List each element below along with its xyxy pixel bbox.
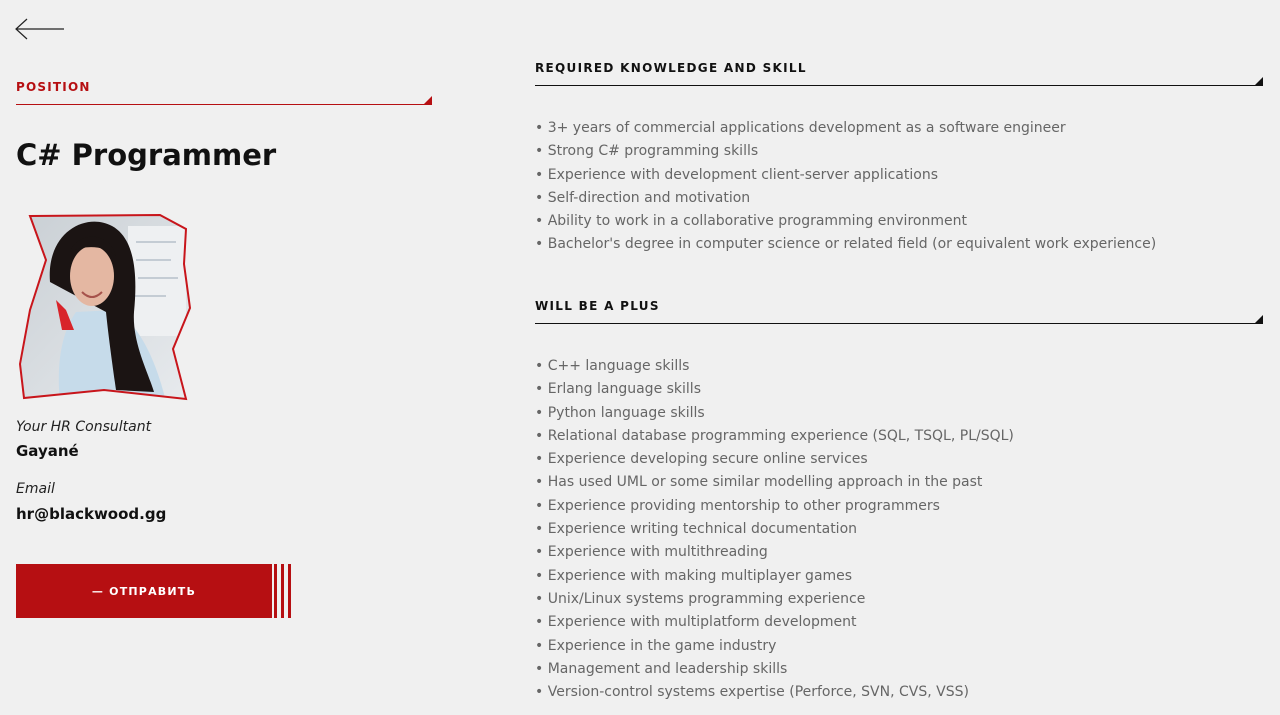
list-item: • Experience with multithreading [535, 541, 1014, 564]
list-item: • Has used UML or some similar modelling approach in the past [535, 471, 1014, 494]
required-section-title: REQUIRED KNOWLEDGE AND SKILL [535, 61, 807, 75]
page-title: C# Programmer [16, 138, 277, 172]
back-arrow-icon[interactable] [14, 16, 66, 42]
list-item: • Self-direction and motivation [535, 187, 1156, 210]
button-decoration-stripes [274, 564, 292, 618]
list-item: • Experience with making multiplayer games [535, 565, 1014, 588]
list-item: • Experience in the game industry [535, 635, 1014, 658]
submit-button[interactable]: — ОТПРАВИТЬ [16, 564, 272, 618]
plus-skills-list [535, 355, 1014, 704]
list-item: • C++ language skills [535, 355, 1014, 378]
list-item: • 3+ years of commercial applications development as a software engineer [535, 117, 1156, 140]
consultant-photo [16, 212, 192, 402]
required-section-divider [535, 72, 1263, 86]
plus-section-title: WILL BE A PLUS [535, 299, 660, 313]
list-item: • Experience providing mentorship to other programmers [535, 495, 1014, 518]
list-item: • Strong C# programming skills [535, 140, 1156, 163]
list-item: • Unix/Linux systems programming experience [535, 588, 1014, 611]
list-item: • Ability to work in a collaborative programming environment [535, 210, 1156, 233]
list-item: • Experience writing technical documentation [535, 518, 1014, 541]
list-item: • Erlang language skills [535, 378, 1014, 401]
list-item: • Experience developing secure online services [535, 448, 1014, 471]
list-item: • Python language skills [535, 402, 1014, 425]
email-caption: Email [16, 481, 55, 497]
list-item: • Experience with multiplatform development [535, 611, 1014, 634]
list-item: • Relational database programming experience (SQL, TSQL, PL/SQL) [535, 425, 1014, 448]
position-divider [16, 96, 432, 105]
hr-consultant-caption: Your HR Consultant [16, 419, 152, 435]
list-item: • Management and leadership skills [535, 658, 1014, 681]
list-item: • Experience with development client-server applications [535, 164, 1156, 187]
email-link[interactable]: hr@blackwood.gg [16, 505, 167, 523]
list-item: • Version-control systems expertise (Perforce, SVN, CVS, VSS) [535, 681, 1014, 704]
required-skills-list [535, 117, 1156, 257]
hr-consultant-name: Gayané [16, 442, 79, 460]
plus-section-divider [535, 310, 1263, 324]
position-label: POSITION [16, 80, 91, 94]
list-item: • Bachelor's degree in computer science or related field (or equivalent work experience) [535, 233, 1156, 256]
